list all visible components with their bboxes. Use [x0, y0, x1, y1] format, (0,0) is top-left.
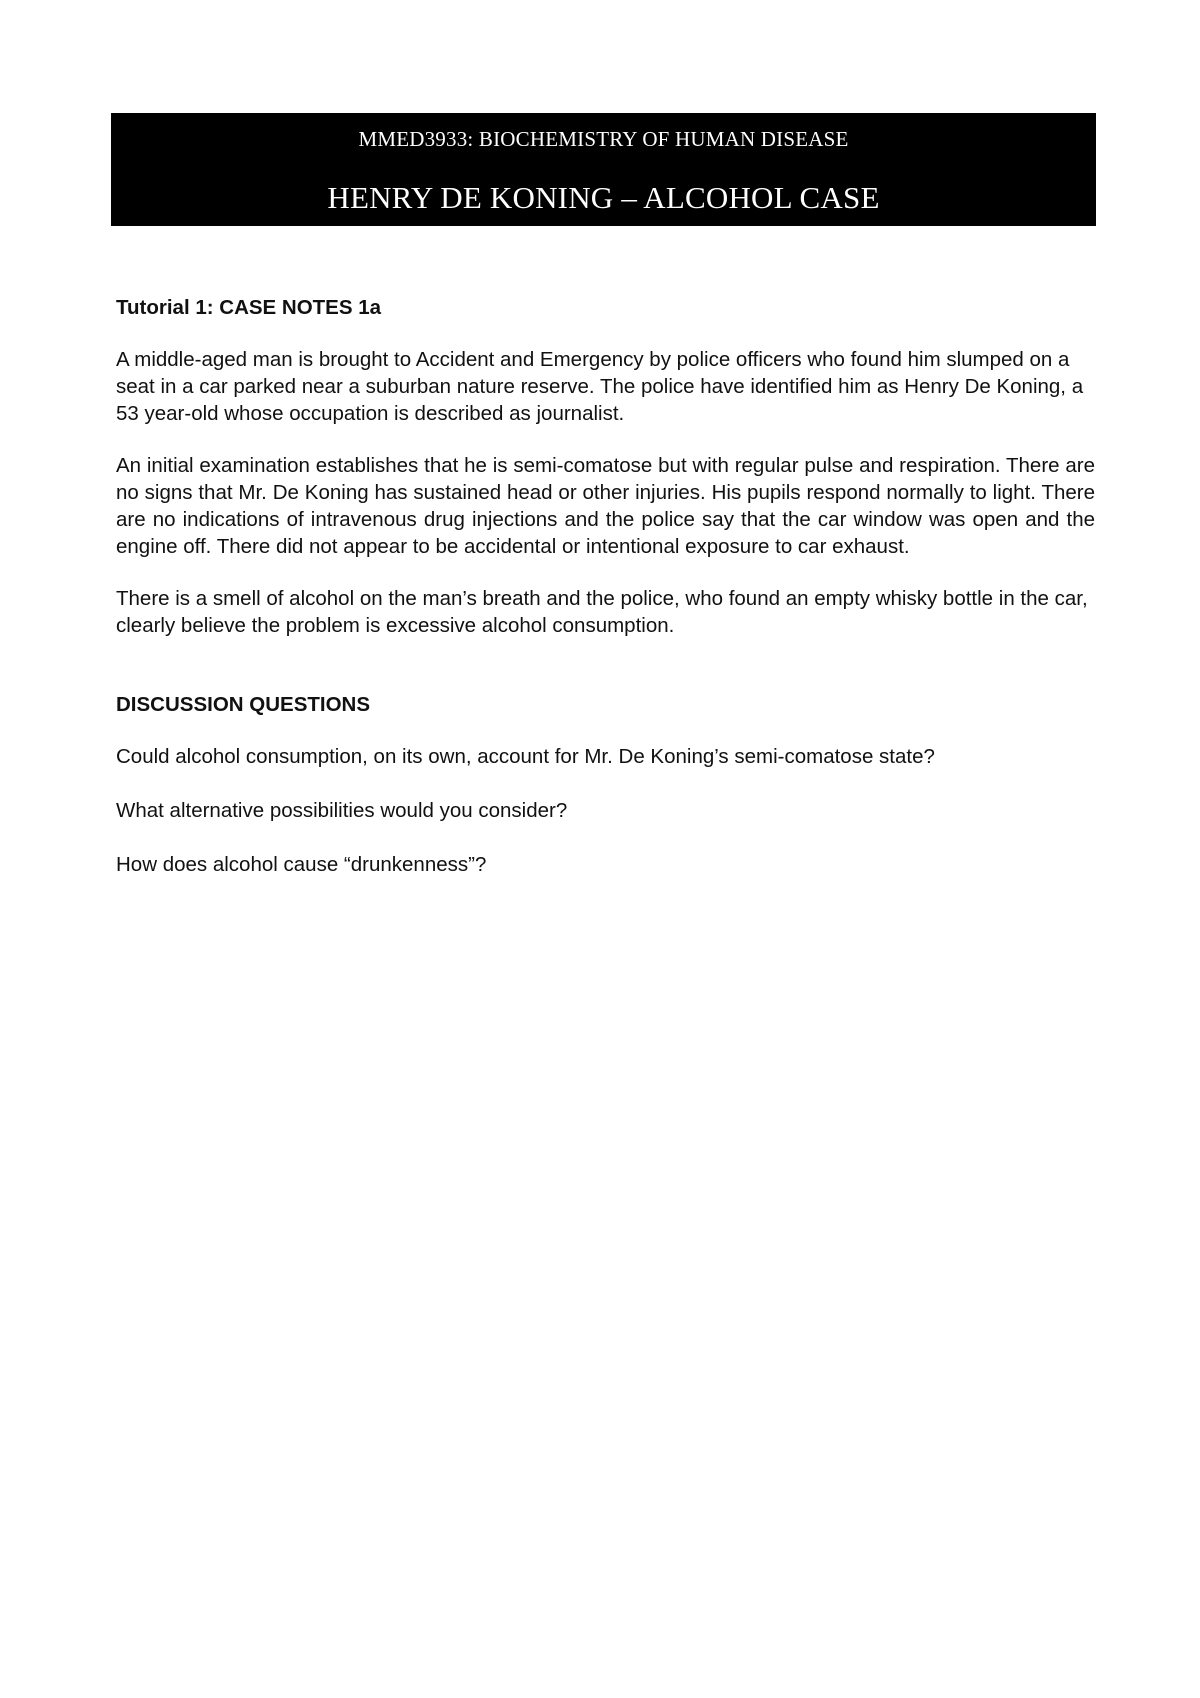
discussion-question: What alternative possibilities would you consider? [116, 799, 568, 822]
course-title: MMED3933: BIOCHEMISTRY OF HUMAN DISEASE [358, 127, 849, 151]
tutorial-heading: Tutorial 1: CASE NOTES 1a [116, 296, 382, 319]
discussion-heading: DISCUSSION QUESTIONS [116, 693, 371, 716]
title-banner [111, 113, 1096, 226]
case-title: HENRY DE KONING – ALCOHOL CASE [327, 180, 880, 215]
case-paragraph: A middle-aged man is brought to Accident and Emergency by police officers who found him slumped on a seat in a car parked near a suburban nature reserve. The police have identified him as Henry De Koning, a 53 year-old whose occupation is described as journalist. [116, 348, 1084, 425]
case-paragraph: An initial examination establishes that he is semi-comatose but with regular pulse and respiration. There are no signs that Mr. De Koning has sustained head or other injuries. His pupils respond normally to light. There are no indications of intravenous drug injections and the police say that the car window was open and the engine off. There did not appear to be accidental or intentional exposure to car exhaust. [116, 454, 1095, 558]
document-body [116, 294, 1095, 905]
discussion-question: Could alcohol consumption, on its own, account for Mr. De Koning’s semi-comatose state? [116, 745, 935, 768]
discussion-question: How does alcohol cause “drunkenness”? [116, 853, 487, 876]
case-paragraph: There is a smell of alcohol on the man’s breath and the police, who found an empty whisky bottle in the car, clearly believe the problem is excessive alcohol consumption. [116, 587, 1088, 637]
